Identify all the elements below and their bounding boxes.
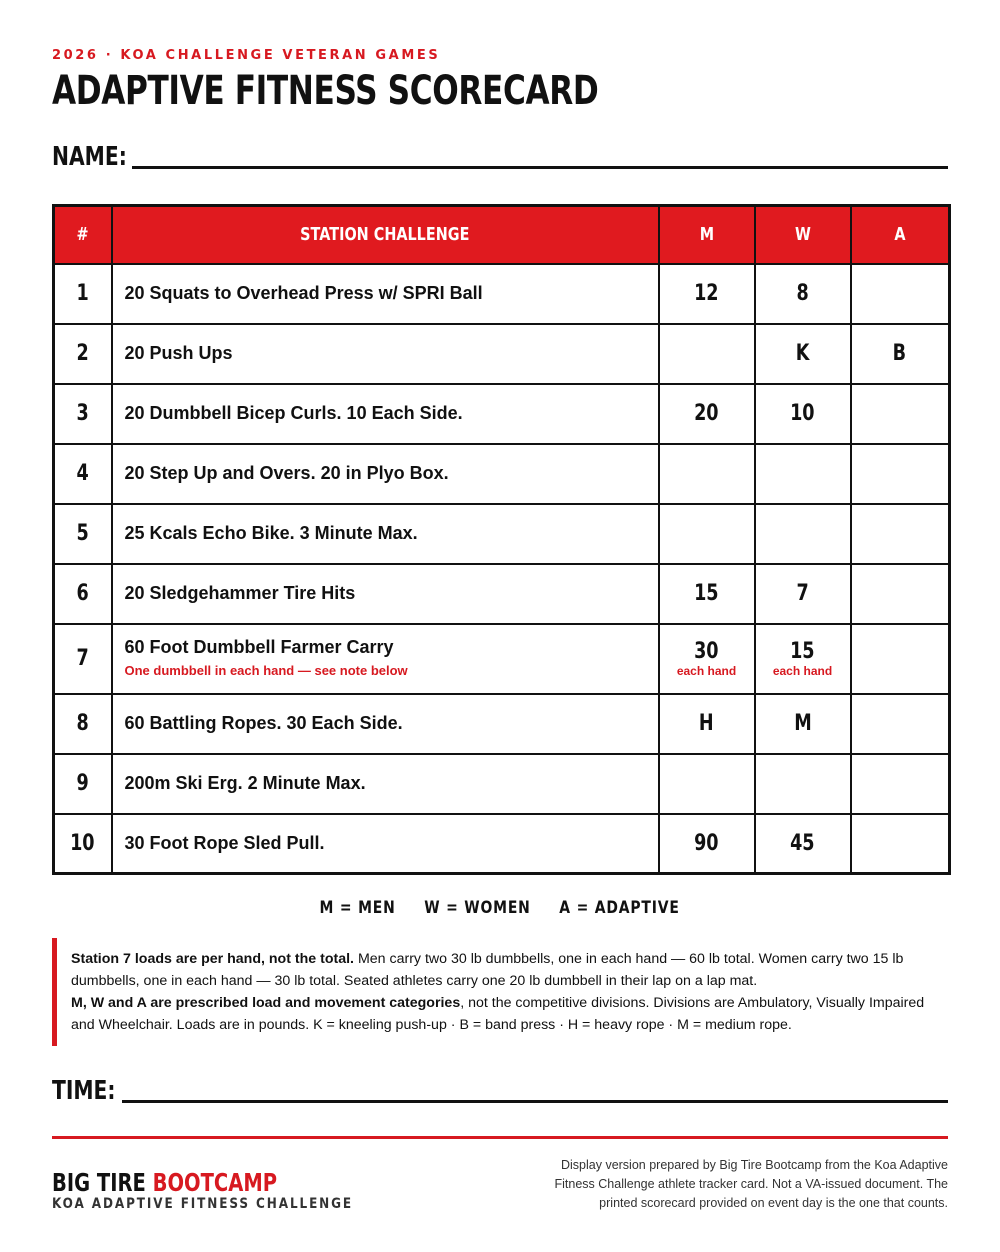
- men-load-cell: [659, 504, 755, 564]
- note-heading-categories: M, W and A are prescribed load and movement categories: [71, 995, 461, 1011]
- load-note: [52, 938, 948, 1046]
- station-description: [112, 624, 659, 694]
- load-unit-label: each hand: [676, 664, 737, 678]
- station-number: 7: [54, 624, 112, 694]
- station-number: 5: [54, 504, 112, 564]
- adaptive-load-cell: [851, 444, 950, 504]
- table-row: [54, 624, 950, 694]
- station-description: 20 Step Up and Overs. 20 in Plyo Box.: [112, 444, 659, 504]
- table-row: [54, 384, 950, 444]
- footer-divider: [52, 1136, 948, 1139]
- brand-name-red: BOOTCAMP: [152, 1168, 278, 1197]
- station-description: 20 Dumbbell Bicep Curls. 10 Each Side.: [112, 384, 659, 444]
- table-row: [54, 504, 950, 564]
- adaptive-load-cell: [851, 754, 950, 814]
- women-load-cell: K: [755, 324, 851, 384]
- women-load-cell: [755, 754, 851, 814]
- table-row: [54, 564, 950, 624]
- column-header-adaptive: A: [851, 206, 950, 264]
- load-unit-label: each hand: [772, 664, 833, 678]
- note-heading-station7: Station 7 loads are per hand, not the total.: [71, 951, 354, 967]
- note-paragraph-station7: [71, 948, 948, 992]
- adaptive-load-cell: [851, 814, 950, 874]
- adaptive-load-cell: [851, 564, 950, 624]
- legend-men: M = MEN: [319, 898, 396, 918]
- page-title: ADAPTIVE FITNESS SCORECARD: [52, 68, 599, 114]
- men-load-cell: H: [659, 694, 755, 754]
- station-number: 6: [54, 564, 112, 624]
- adaptive-load-cell: [851, 264, 950, 324]
- column-header-men: M: [659, 206, 755, 264]
- table-header-row: [54, 206, 950, 264]
- station-description: 30 Foot Rope Sled Pull.: [112, 814, 659, 874]
- brand-subtitle: KOA ADAPTIVE FITNESS CHALLENGE: [52, 1196, 354, 1212]
- women-load-cell: [755, 444, 851, 504]
- women-load-cell: 8: [755, 264, 851, 324]
- table-row: [54, 444, 950, 504]
- station-description: 20 Squats to Overhead Press w/ SPRI Ball: [112, 264, 659, 324]
- men-load-cell: 15: [659, 564, 755, 624]
- station-description: 25 Kcals Echo Bike. 3 Minute Max.: [112, 504, 659, 564]
- table-row: [54, 754, 950, 814]
- station-description: 200m Ski Erg. 2 Minute Max.: [112, 754, 659, 814]
- station-number: 4: [54, 444, 112, 504]
- adaptive-load-cell: [851, 384, 950, 444]
- men-load-cell: 30 each hand: [659, 624, 755, 694]
- women-load-cell: M: [755, 694, 851, 754]
- legend-adaptive: A = ADAPTIVE: [559, 898, 681, 918]
- name-field-line[interactable]: [132, 166, 948, 169]
- scorecard-table: [52, 204, 951, 875]
- station-number: 10: [54, 814, 112, 874]
- brand-logo: [52, 1168, 277, 1197]
- adaptive-load-cell: [851, 504, 950, 564]
- note-text-station7: Men carry two 30 lb dumbbells, one in each hand — 60 lb total. Women carry two 15 lb dumbbells, one in each hand — 30 lb total. Seated athletes carry one 20 lb dumbbell in their lap on a lap mat.: [71, 951, 904, 989]
- station-description: 60 Battling Ropes. 30 Each Side.: [112, 694, 659, 754]
- table-row: [54, 324, 950, 384]
- station-number: 9: [54, 754, 112, 814]
- column-header-station: STATION CHALLENGE: [112, 206, 659, 264]
- note-paragraph-categories: [71, 992, 948, 1036]
- men-load-cell: 90: [659, 814, 755, 874]
- women-load-cell: 7: [755, 564, 851, 624]
- men-load-cell: [659, 324, 755, 384]
- category-legend: [0, 898, 1000, 918]
- time-label: TIME:: [52, 1076, 116, 1106]
- table-row: [54, 264, 950, 324]
- women-load-cell: 45: [755, 814, 851, 874]
- note-text-categories: , not the competitive divisions. Divisions are Ambulatory, Visually Impaired and Wheelchair. Loads are in pounds. K = kneeling push-up · B = band press · H = heavy rope · M = medium rope.: [71, 995, 925, 1033]
- station-name: 60 Foot Dumbbell Farmer Carry: [124, 636, 394, 657]
- adaptive-load-cell: [851, 694, 950, 754]
- column-header-women: W: [755, 206, 851, 264]
- time-row: [52, 1076, 948, 1110]
- event-eyebrow: 2026 · KOA CHALLENGE VETERAN GAMES: [52, 48, 441, 63]
- column-header-number: #: [54, 206, 112, 264]
- name-label: NAME:: [52, 142, 127, 172]
- name-row: [52, 142, 948, 176]
- table-row: [54, 694, 950, 754]
- station-number: 1: [54, 264, 112, 324]
- men-load-cell: [659, 444, 755, 504]
- men-load-cell: [659, 754, 755, 814]
- legend-women: W = WOMEN: [424, 898, 532, 918]
- station-description: 20 Push Ups: [112, 324, 659, 384]
- footer-disclaimer: Display version prepared by Big Tire Bootcamp from the Koa Adaptive Fitness Challenge athlete tracker card. Not a VA-issued document. The printed scorecard provided on event day is the one that counts.: [554, 1158, 948, 1210]
- table-row: [54, 814, 950, 874]
- women-load-cell: 10: [755, 384, 851, 444]
- time-field-line[interactable]: [122, 1100, 948, 1103]
- station-number: 3: [54, 384, 112, 444]
- men-load-cell: 20: [659, 384, 755, 444]
- station-description: 20 Sledgehammer Tire Hits: [112, 564, 659, 624]
- brand-name-black: BIG TIRE: [52, 1168, 153, 1197]
- station-note: One dumbbell in each hand — see note below: [124, 662, 408, 678]
- women-load-cell: [755, 504, 851, 564]
- station-number: 8: [54, 694, 112, 754]
- adaptive-load-cell: [851, 624, 950, 694]
- adaptive-load-cell: B: [851, 324, 950, 384]
- women-load-cell: 15 each hand: [755, 624, 851, 694]
- station-number: 2: [54, 324, 112, 384]
- men-load-cell: 12: [659, 264, 755, 324]
